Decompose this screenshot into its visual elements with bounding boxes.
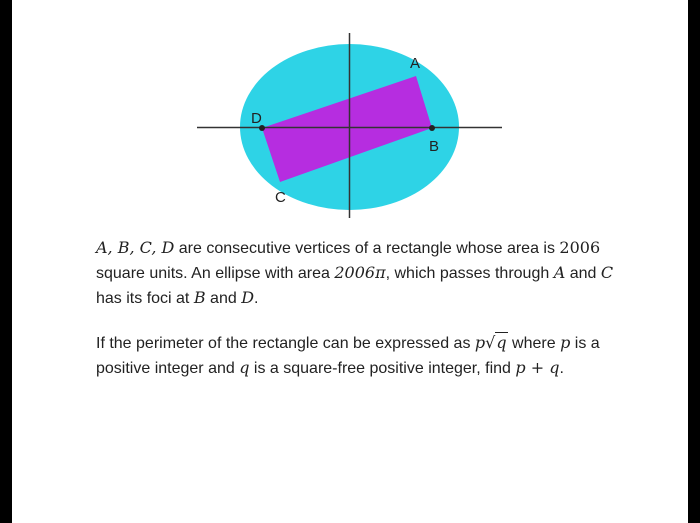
text-span: is a positive integer and [96, 335, 600, 377]
page [12, 0, 688, 523]
point-b [429, 125, 435, 131]
math-a: A [553, 263, 566, 282]
radical-sign: √ [485, 333, 496, 352]
text-span: where [507, 335, 561, 352]
math-sqrt-q [485, 331, 507, 355]
math-p: p [560, 333, 571, 352]
math-d: D [241, 288, 255, 307]
label-a: A [410, 55, 421, 72]
label-d: D [251, 110, 262, 127]
math-vertices: A, B, C, D [96, 238, 175, 257]
text-span: . [254, 290, 259, 307]
problem-paragraph-2 [96, 331, 616, 381]
text-span: If the perimeter of the rectangle can be expressed as [96, 335, 475, 352]
text-span: has its foci at [96, 290, 194, 307]
math-c: C [600, 263, 614, 282]
problem-text [96, 236, 616, 381]
text-span: . [559, 360, 564, 377]
text-span: , which passes through [385, 265, 554, 282]
ellipse-rectangle-figure [12, 0, 688, 230]
label-b: B [429, 138, 440, 155]
label-c: C [275, 189, 286, 206]
text-span: square units. An ellipse with area [96, 265, 335, 282]
text-span: is a square-free positive integer, find [249, 360, 516, 377]
math-q: q [496, 333, 507, 352]
math-area: 2006 [559, 238, 601, 257]
math-q: q [239, 358, 250, 377]
text-span: and [565, 265, 601, 282]
text-span: are consecutive vertices of a rectangle whose area is [174, 240, 560, 257]
math-p-plus-q: p + q [515, 358, 560, 377]
math-b: B [193, 288, 206, 307]
math-ellipse-area: 2006π [334, 263, 386, 282]
text-span: and [205, 290, 242, 307]
problem-paragraph-1 [96, 236, 616, 311]
math-p: p [474, 333, 486, 352]
